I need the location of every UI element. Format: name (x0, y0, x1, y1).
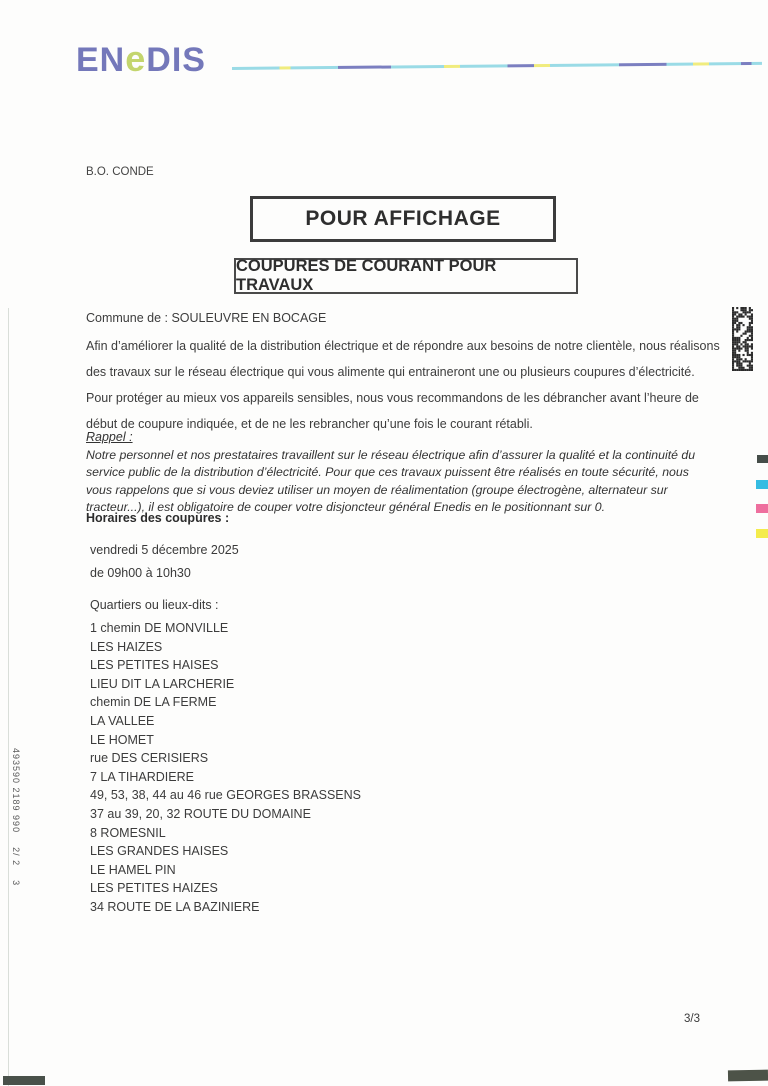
location-item: 49, 53, 38, 44 au 46 rue GEORGES BRASSENS (90, 788, 361, 803)
color-calibration-dark (757, 455, 768, 463)
logo-accent-e: e (125, 38, 147, 79)
quartiers-title: Quartiers ou lieux-dits : (90, 598, 219, 612)
scan-mark-bottom-left (3, 1076, 45, 1085)
banner-pour-affichage (250, 196, 556, 242)
page-number: 3/3 (684, 1013, 700, 1025)
office-reference: B.O. CONDE (86, 166, 154, 178)
horaires-title: Horaires des coupures : (86, 511, 230, 525)
rappel-body: Notre personnel et nos prestataires travaillent sur le réseau électrique afin d’assurer la qualité et la continuité du service public de la distribution d’électricité. Pour que ces travaux puissent être réalisés en toute sécurité, nous vous rappelons que si vous deviez utiliser un moyen de réalimentation (groupe électrogène, alternateur sur tracteur...), il est obligatoire de couper votre disjoncteur général Enedis en le positionnant sur 0. (86, 448, 696, 514)
commune-line: Commune de : SOULEUVRE EN BOCAGE (86, 311, 327, 325)
location-item: 7 LA TIHARDIERE (90, 769, 194, 784)
rappel-title: Rappel : (86, 430, 133, 444)
location-item: LES GRANDES HAISES (90, 844, 229, 859)
enedis-logo (76, 40, 206, 77)
outage-date: vendredi 5 décembre 2025 (90, 543, 239, 557)
outage-time: de 09h00 à 10h30 (90, 566, 191, 580)
location-item: 37 au 39, 20, 32 ROUTE DU DOMAINE (90, 806, 311, 821)
location-item: 34 ROUTE DE LA BAZINIERE (90, 899, 260, 914)
location-item: LE HAMEL PIN (90, 862, 176, 877)
location-item: LE HOMET (90, 732, 154, 747)
paragraph-advice: Pour protéger au mieux vos appareils sensibles, nous vous recommandons de les débrancher avant l’heure de début de coupure indiquée, et de ne les rebrancher qu’une fois le courant rétabli. (86, 391, 699, 431)
location-item: LES PETITES HAIZES (90, 881, 218, 896)
locations-list (90, 619, 361, 917)
scan-edge-line (8, 308, 9, 1086)
location-item: 1 chemin DE MONVILLE (90, 621, 229, 635)
scan-mark-bottom-right (728, 1070, 768, 1082)
banner-coupures (234, 258, 578, 294)
location-item: LIEU DIT LA LARCHERIE (90, 676, 235, 691)
print-side-code: 493590 2189 990 2/ 2 3 (11, 748, 21, 887)
logo-text-right: DIS (146, 41, 206, 79)
banner-coupures-label: COUPURES DE COURANT POUR TRAVAUX (236, 257, 497, 294)
location-item: chemin DE LA FERME (90, 695, 217, 710)
datamatrix-barcode (732, 307, 753, 371)
location-item: LA VALLEE (90, 713, 155, 728)
multicolor-divider-line (232, 62, 762, 70)
location-item: rue DES CERISIERS (90, 751, 209, 766)
location-item: 8 ROMESNIL (90, 825, 166, 840)
location-item: LES HAIZES (90, 639, 163, 654)
color-calibration-cyan (756, 480, 768, 489)
banner-pour-affichage-label: POUR AFFICHAGE (305, 207, 501, 230)
color-calibration-yellow (756, 529, 768, 538)
logo-text-left: EN (76, 41, 126, 79)
location-item: LES PETITES HAISES (90, 658, 219, 673)
color-calibration-magenta (756, 504, 768, 513)
paragraph-intro: Afin d’améliorer la qualité de la distribution électrique et de répondre aux besoins de notre clientèle, nous réalisons des travaux sur le réseau électrique qui vous alimente qui entraineront une ou plusieurs coupures d’électricité. (86, 339, 720, 379)
